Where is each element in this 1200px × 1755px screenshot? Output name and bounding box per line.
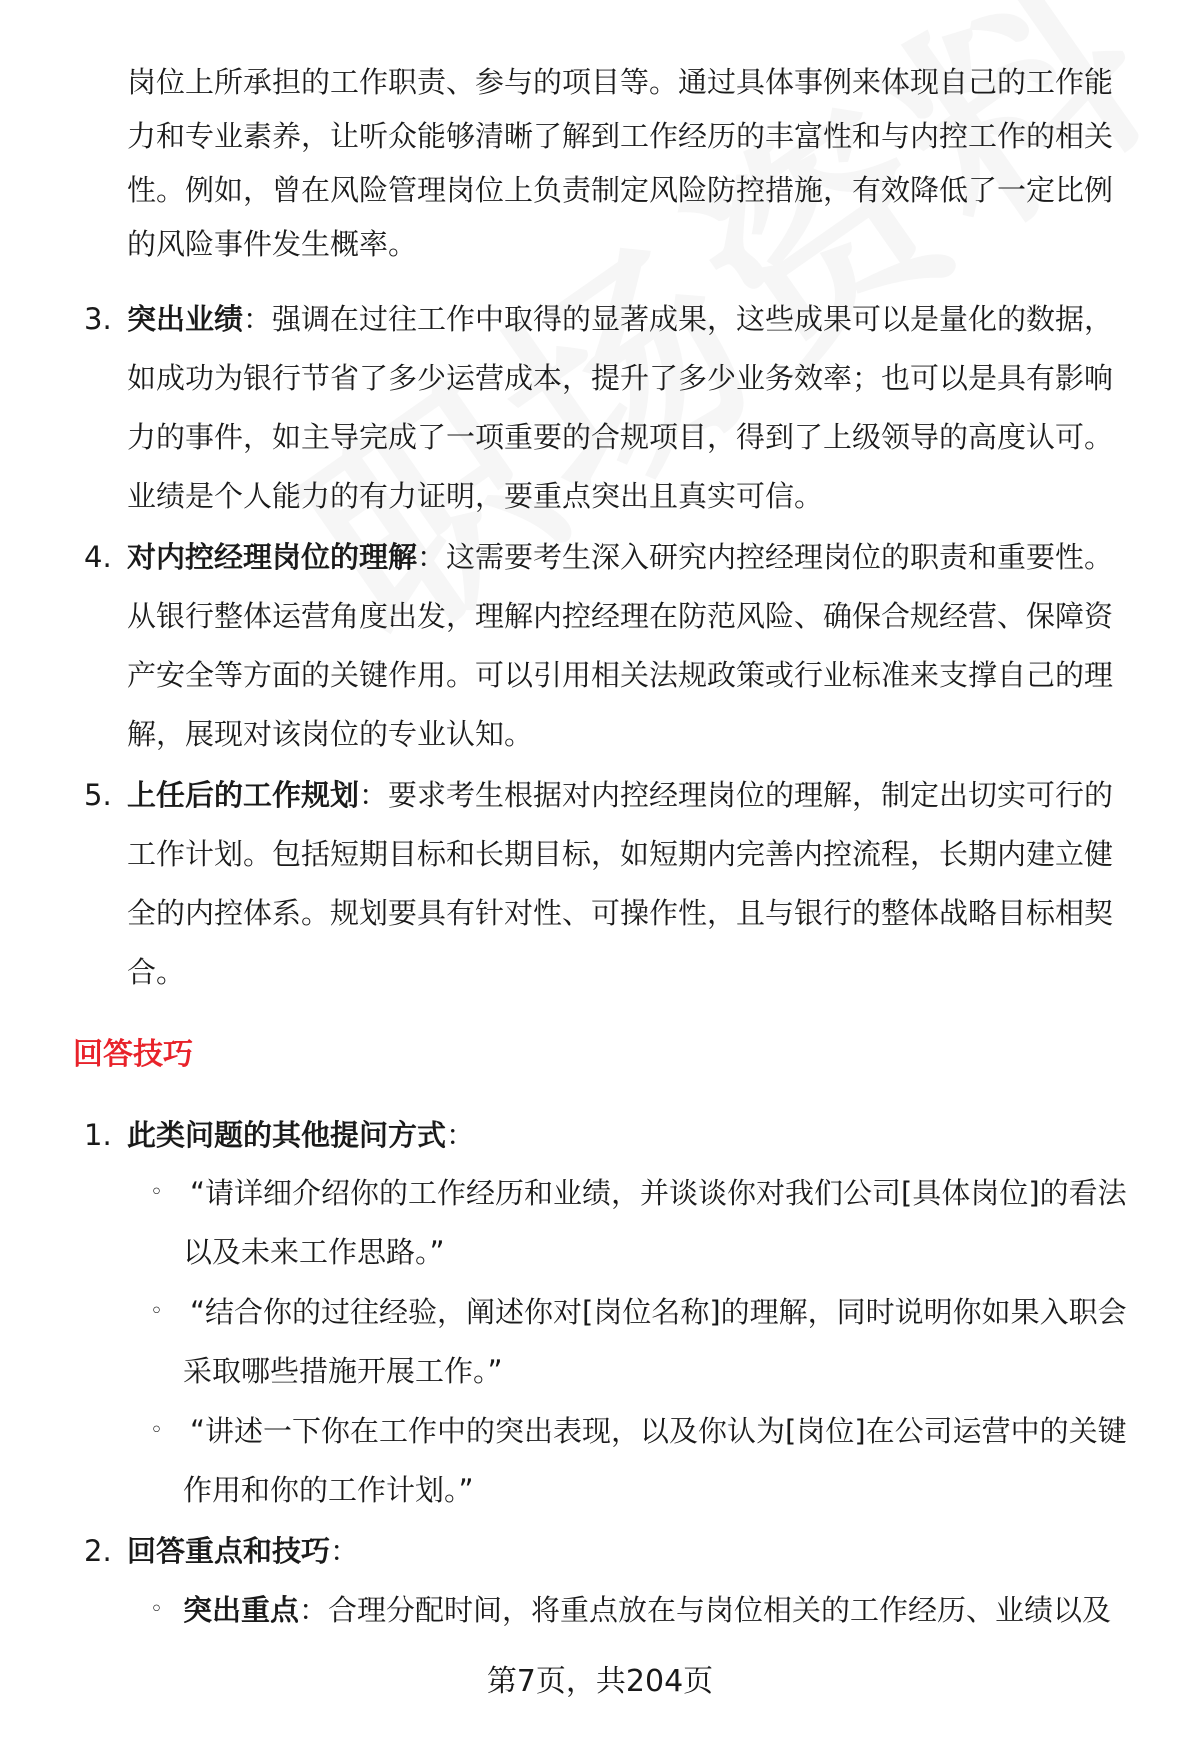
tip-heading [127,1531,359,1571]
list-item-first-line [127,537,1113,577]
bullet-line: 采取哪些措施开展工作。” [183,1354,503,1388]
bullet-marker: ◦ [150,1299,163,1324]
list-item-text: ：这需要考生深入研究内控经理岗位的职责和重要性。 [417,540,1114,574]
bullet-text: ：合理分配时间，将重点放在与岗位相关的工作经历、业绩以及 [299,1593,1112,1627]
bullet-marker: ◦ [150,1418,163,1443]
bullet-line: 以及未来工作思路。” [183,1235,445,1269]
list-number: 3. [84,302,112,336]
list-item-text: ：要求考生根据对内控经理岗位的理解，制定出切实可行的 [359,778,1114,812]
intro-line: 力和专业素养，让听众能够清晰了解到工作经历的丰富性和与内控工作的相关 [127,119,1114,153]
bullet-line: “讲述一下你在工作中的突出表现，以及你认为[岗位]在公司运营中的关键 [190,1414,1127,1448]
list-item-line: 解，展现对该岗位的专业认知。 [127,717,534,751]
list-item-line: 产安全等方面的关键作用。可以引用相关法规政策或行业标准来支撑自己的理 [127,658,1114,692]
bullet-line: “请详细介绍你的工作经历和业绩，并谈谈你对我们公司[具体岗位]的看法 [190,1176,1127,1210]
intro-line: 岗位上所承担的工作职责、参与的项目等。通过具体事例来体现自己的工作能 [127,65,1114,99]
list-item-title: 突出业绩 [127,302,244,336]
list-number: 2. [84,1534,112,1568]
intro-line: 性。例如，曾在风险管理岗位上负责制定风险防控措施，有效降低了一定比例 [127,173,1114,207]
list-number: 4. [84,540,112,574]
list-item-line: 业绩是个人能力的有力证明，要重点突出且真实可信。 [127,479,824,513]
section-title: 回答技巧 [73,1037,193,1072]
tip-suffix: ： [330,1534,360,1568]
bullet-line: 作用和你的工作计划。” [183,1473,474,1507]
bullet-line: “结合你的过往经验，阐述你对[岗位名称]的理解，同时说明你如果入职会 [190,1295,1127,1329]
tip-title: 此类问题的其他提问方式 [127,1118,447,1152]
tip-suffix: ： [446,1118,476,1152]
list-item-line: 如成功为银行节省了多少运营成本，提升了多少业务效率；也可以是具有影响 [127,361,1114,395]
list-item-line: 全的内控体系。规划要具有针对性、可操作性，且与银行的整体战略目标相契 [127,896,1114,930]
list-number: 1. [84,1118,112,1152]
page-footer: 第7页，共204页 [486,1664,714,1699]
list-item-line: 合。 [127,955,186,989]
bullet-marker: ◦ [150,1597,163,1622]
tip-title: 回答重点和技巧 [127,1534,331,1568]
list-item-line: 从银行整体运营角度出发，理解内控经理在防范风险、确保合规经营、保障资 [127,599,1114,633]
bullet-line [183,1590,1111,1630]
list-item-line: 力的事件，如主导完成了一项重要的合规项目，得到了上级领导的高度认可。 [127,420,1114,454]
list-item-line: 工作计划。包括短期目标和长期目标，如短期内完善内控流程，长期内建立健 [127,837,1114,871]
list-item-first-line [127,299,1113,339]
bullet-title: 突出重点 [183,1593,300,1627]
bullet-marker: ◦ [150,1180,163,1205]
list-item-title: 上任后的工作规划 [127,778,360,812]
list-item-title: 对内控经理岗位的理解 [127,540,418,574]
list-item-text: ：强调在过往工作中取得的显著成果，这些成果可以是量化的数据， [243,302,1114,336]
list-item-first-line [127,775,1113,815]
intro-line: 的风险事件发生概率。 [127,227,418,261]
tip-heading [127,1115,475,1155]
list-number: 5. [84,778,112,812]
